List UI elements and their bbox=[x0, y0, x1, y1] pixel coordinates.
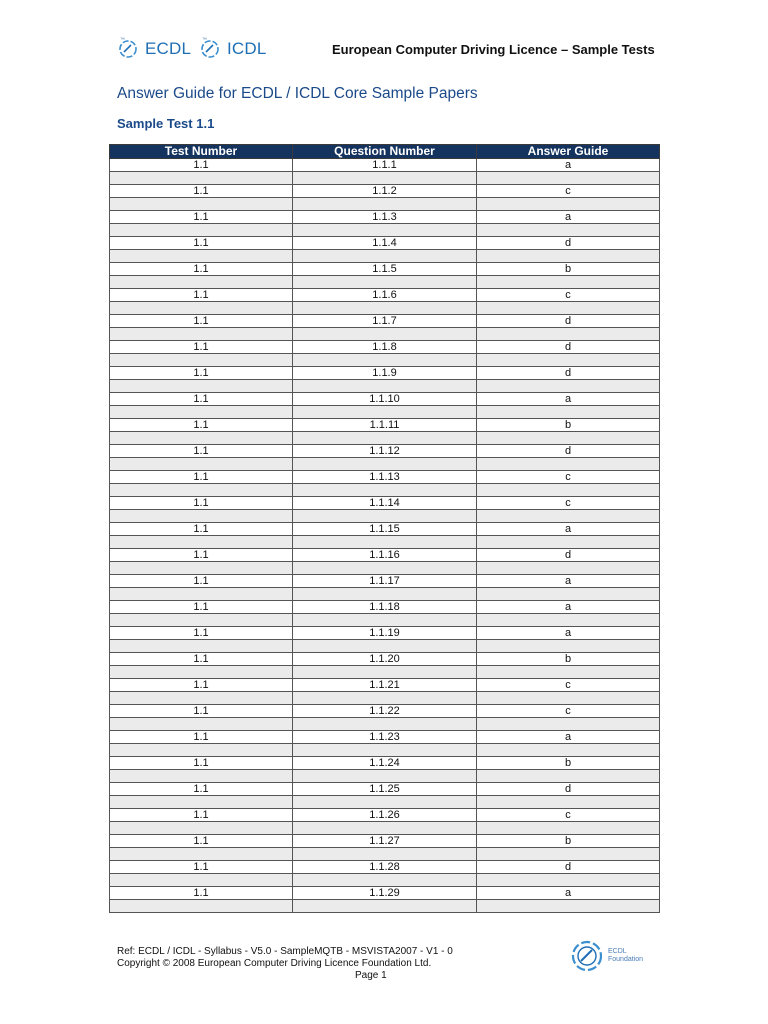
table-spacer-row bbox=[110, 172, 660, 185]
spacer-cell bbox=[477, 172, 660, 185]
spacer-cell bbox=[110, 536, 293, 549]
spacer-cell bbox=[293, 744, 477, 757]
table-row bbox=[110, 159, 660, 172]
test-number-cell: 1.1 bbox=[110, 679, 293, 692]
question-number-cell: 1.1.18 bbox=[293, 601, 477, 614]
spacer-cell bbox=[293, 770, 477, 783]
question-number-cell: 1.1.4 bbox=[293, 237, 477, 250]
test-number-cell: 1.1 bbox=[110, 341, 293, 354]
test-number-cell: 1.1 bbox=[110, 757, 293, 770]
spacer-cell bbox=[110, 380, 293, 393]
spacer-cell bbox=[293, 432, 477, 445]
spacer-cell bbox=[110, 198, 293, 211]
question-number-cell: 1.1.13 bbox=[293, 471, 477, 484]
table-row bbox=[110, 471, 660, 484]
spacer-cell bbox=[293, 692, 477, 705]
answer-cell: d bbox=[477, 549, 660, 562]
spacer-cell bbox=[293, 354, 477, 367]
table-spacer-row bbox=[110, 848, 660, 861]
table-row bbox=[110, 809, 660, 822]
spacer-cell bbox=[477, 198, 660, 211]
table-row bbox=[110, 705, 660, 718]
spacer-cell bbox=[110, 432, 293, 445]
spacer-cell bbox=[293, 328, 477, 341]
answer-cell: a bbox=[477, 887, 660, 900]
spacer-cell bbox=[293, 458, 477, 471]
spacer-cell bbox=[110, 640, 293, 653]
table-row bbox=[110, 341, 660, 354]
table-row bbox=[110, 575, 660, 588]
spacer-cell bbox=[477, 276, 660, 289]
spacer-cell bbox=[477, 432, 660, 445]
ecdl-logo-text: ECDL bbox=[145, 39, 192, 58]
spacer-cell bbox=[293, 302, 477, 315]
spacer-cell bbox=[477, 328, 660, 341]
table-row bbox=[110, 601, 660, 614]
footer-copyright: Copyright © 2008 European Computer Driving Licence Foundation Ltd. bbox=[117, 958, 432, 969]
answer-cell: c bbox=[477, 289, 660, 302]
page-footer bbox=[117, 946, 453, 981]
question-number-cell: 1.1.1 bbox=[293, 159, 477, 172]
table-row bbox=[110, 679, 660, 692]
spacer-cell bbox=[110, 354, 293, 367]
spacer-cell bbox=[293, 640, 477, 653]
table-spacer-row bbox=[110, 354, 660, 367]
spacer-cell bbox=[293, 614, 477, 627]
question-number-cell: 1.1.27 bbox=[293, 835, 477, 848]
answer-cell: c bbox=[477, 705, 660, 718]
question-number-cell: 1.1.20 bbox=[293, 653, 477, 666]
table-spacer-row bbox=[110, 406, 660, 419]
spacer-cell bbox=[110, 484, 293, 497]
spacer-cell bbox=[477, 640, 660, 653]
answer-cell: b bbox=[477, 653, 660, 666]
answer-cell: d bbox=[477, 445, 660, 458]
table-row bbox=[110, 419, 660, 432]
spacer-cell bbox=[477, 536, 660, 549]
spacer-cell bbox=[110, 692, 293, 705]
question-number-cell: 1.1.6 bbox=[293, 289, 477, 302]
table-spacer-row bbox=[110, 640, 660, 653]
table-row bbox=[110, 289, 660, 302]
question-number-cell: 1.1.11 bbox=[293, 419, 477, 432]
question-number-cell: 1.1.16 bbox=[293, 549, 477, 562]
table-header-row bbox=[110, 145, 660, 159]
spacer-cell bbox=[477, 796, 660, 809]
table-row bbox=[110, 653, 660, 666]
table-row bbox=[110, 627, 660, 640]
test-number-cell: 1.1 bbox=[110, 861, 293, 874]
table-spacer-row bbox=[110, 588, 660, 601]
spacer-cell bbox=[110, 302, 293, 315]
trademark-mark: ™ bbox=[120, 37, 125, 43]
spacer-cell bbox=[110, 172, 293, 185]
spacer-cell bbox=[293, 796, 477, 809]
ecdl-foundation-logo-icon bbox=[570, 939, 604, 973]
question-number-cell: 1.1.23 bbox=[293, 731, 477, 744]
table-row bbox=[110, 367, 660, 380]
table-row bbox=[110, 185, 660, 198]
test-number-cell: 1.1 bbox=[110, 705, 293, 718]
page-number: Page 1 bbox=[355, 970, 387, 981]
spacer-cell bbox=[110, 276, 293, 289]
spacer-cell bbox=[110, 822, 293, 835]
table-row bbox=[110, 237, 660, 250]
icdl-logo-text: ICDL bbox=[227, 39, 267, 58]
spacer-cell bbox=[293, 822, 477, 835]
spacer-cell bbox=[293, 510, 477, 523]
spacer-cell bbox=[477, 822, 660, 835]
answer-cell: b bbox=[477, 757, 660, 770]
table-spacer-row bbox=[110, 380, 660, 393]
column-header-question-number: Question Number bbox=[293, 145, 477, 159]
answer-cell: a bbox=[477, 159, 660, 172]
spacer-cell bbox=[477, 770, 660, 783]
answer-cell: a bbox=[477, 627, 660, 640]
spacer-cell bbox=[110, 510, 293, 523]
table-spacer-row bbox=[110, 302, 660, 315]
spacer-cell bbox=[477, 744, 660, 757]
spacer-cell bbox=[293, 276, 477, 289]
spacer-cell bbox=[110, 562, 293, 575]
answer-cell: a bbox=[477, 731, 660, 744]
spacer-cell bbox=[293, 172, 477, 185]
answer-cell: c bbox=[477, 471, 660, 484]
spacer-cell bbox=[293, 666, 477, 679]
spacer-cell bbox=[477, 614, 660, 627]
spacer-cell bbox=[293, 484, 477, 497]
spacer-cell bbox=[293, 900, 477, 913]
table-row bbox=[110, 887, 660, 900]
test-number-cell: 1.1 bbox=[110, 211, 293, 224]
spacer-cell bbox=[477, 302, 660, 315]
spacer-cell bbox=[477, 588, 660, 601]
answer-cell: d bbox=[477, 783, 660, 796]
test-number-cell: 1.1 bbox=[110, 393, 293, 406]
answer-cell: d bbox=[477, 315, 660, 328]
spacer-cell bbox=[110, 250, 293, 263]
table-row bbox=[110, 263, 660, 276]
spacer-cell bbox=[477, 458, 660, 471]
test-number-cell: 1.1 bbox=[110, 497, 293, 510]
table-row bbox=[110, 861, 660, 874]
table-row bbox=[110, 549, 660, 562]
table-spacer-row bbox=[110, 770, 660, 783]
spacer-cell bbox=[293, 562, 477, 575]
spacer-cell bbox=[477, 224, 660, 237]
question-number-cell: 1.1.26 bbox=[293, 809, 477, 822]
foundation-logo-line2: Foundation bbox=[608, 956, 644, 963]
test-number-cell: 1.1 bbox=[110, 237, 293, 250]
spacer-cell bbox=[293, 198, 477, 211]
page-header bbox=[0, 0, 768, 75]
answer-cell: b bbox=[477, 263, 660, 276]
table-spacer-row bbox=[110, 614, 660, 627]
spacer-cell bbox=[110, 848, 293, 861]
test-number-cell: 1.1 bbox=[110, 367, 293, 380]
answer-cell: d bbox=[477, 367, 660, 380]
foundation-logo-line1: ECDL bbox=[608, 948, 627, 955]
question-number-cell: 1.1.9 bbox=[293, 367, 477, 380]
test-number-cell: 1.1 bbox=[110, 185, 293, 198]
table-spacer-row bbox=[110, 276, 660, 289]
spacer-cell bbox=[293, 250, 477, 263]
ecdl-logo bbox=[114, 36, 191, 62]
spacer-cell bbox=[293, 848, 477, 861]
spacer-cell bbox=[477, 562, 660, 575]
answer-cell: c bbox=[477, 679, 660, 692]
table-row bbox=[110, 757, 660, 770]
spacer-cell bbox=[110, 406, 293, 419]
table-row bbox=[110, 315, 660, 328]
spacer-cell bbox=[293, 380, 477, 393]
table-spacer-row bbox=[110, 692, 660, 705]
spacer-cell bbox=[477, 380, 660, 393]
test-number-cell: 1.1 bbox=[110, 263, 293, 276]
icdl-logo bbox=[196, 36, 267, 62]
table-row bbox=[110, 731, 660, 744]
question-number-cell: 1.1.29 bbox=[293, 887, 477, 900]
column-header-test-number: Test Number bbox=[110, 145, 293, 159]
document-title: Answer Guide for ECDL / ICDL Core Sample Papers bbox=[117, 85, 478, 102]
spacer-cell bbox=[477, 692, 660, 705]
question-number-cell: 1.1.7 bbox=[293, 315, 477, 328]
test-number-cell: 1.1 bbox=[110, 575, 293, 588]
test-number-cell: 1.1 bbox=[110, 445, 293, 458]
test-number-cell: 1.1 bbox=[110, 887, 293, 900]
trademark-mark: ™ bbox=[202, 37, 207, 43]
test-number-cell: 1.1 bbox=[110, 315, 293, 328]
answer-cell: b bbox=[477, 835, 660, 848]
question-number-cell: 1.1.24 bbox=[293, 757, 477, 770]
spacer-cell bbox=[293, 224, 477, 237]
spacer-cell bbox=[110, 770, 293, 783]
question-number-cell: 1.1.17 bbox=[293, 575, 477, 588]
header-title: European Computer Driving Licence – Sample Tests bbox=[332, 42, 655, 57]
answer-cell: c bbox=[477, 497, 660, 510]
spacer-cell bbox=[110, 614, 293, 627]
answer-cell: a bbox=[477, 601, 660, 614]
spacer-cell bbox=[110, 328, 293, 341]
answer-cell: d bbox=[477, 341, 660, 354]
answer-cell: a bbox=[477, 523, 660, 536]
table-spacer-row bbox=[110, 718, 660, 731]
spacer-cell bbox=[477, 510, 660, 523]
spacer-cell bbox=[110, 588, 293, 601]
answer-cell: c bbox=[477, 809, 660, 822]
table-row bbox=[110, 835, 660, 848]
question-number-cell: 1.1.15 bbox=[293, 523, 477, 536]
spacer-cell bbox=[477, 484, 660, 497]
table-row bbox=[110, 783, 660, 796]
test-number-cell: 1.1 bbox=[110, 419, 293, 432]
test-number-cell: 1.1 bbox=[110, 835, 293, 848]
spacer-cell bbox=[110, 796, 293, 809]
table-spacer-row bbox=[110, 510, 660, 523]
table-row bbox=[110, 445, 660, 458]
spacer-cell bbox=[293, 406, 477, 419]
table-row bbox=[110, 523, 660, 536]
answer-cell: a bbox=[477, 575, 660, 588]
table-spacer-row bbox=[110, 900, 660, 913]
table-spacer-row bbox=[110, 328, 660, 341]
spacer-cell bbox=[110, 666, 293, 679]
question-number-cell: 1.1.12 bbox=[293, 445, 477, 458]
table-spacer-row bbox=[110, 666, 660, 679]
spacer-cell bbox=[110, 744, 293, 757]
spacer-cell bbox=[477, 666, 660, 679]
question-number-cell: 1.1.28 bbox=[293, 861, 477, 874]
table-spacer-row bbox=[110, 432, 660, 445]
question-number-cell: 1.1.21 bbox=[293, 679, 477, 692]
spacer-cell bbox=[477, 848, 660, 861]
section-title: Sample Test 1.1 bbox=[117, 116, 215, 131]
question-number-cell: 1.1.19 bbox=[293, 627, 477, 640]
answer-cell: b bbox=[477, 419, 660, 432]
answer-guide-table bbox=[109, 144, 660, 913]
test-number-cell: 1.1 bbox=[110, 159, 293, 172]
table-spacer-row bbox=[110, 744, 660, 757]
answer-cell: a bbox=[477, 211, 660, 224]
answer-cell: a bbox=[477, 393, 660, 406]
spacer-cell bbox=[293, 536, 477, 549]
test-number-cell: 1.1 bbox=[110, 471, 293, 484]
table-spacer-row bbox=[110, 562, 660, 575]
spacer-cell bbox=[477, 900, 660, 913]
table-body bbox=[110, 159, 660, 913]
question-number-cell: 1.1.25 bbox=[293, 783, 477, 796]
table-row bbox=[110, 211, 660, 224]
question-number-cell: 1.1.5 bbox=[293, 263, 477, 276]
spacer-cell bbox=[293, 718, 477, 731]
spacer-cell bbox=[110, 718, 293, 731]
table-row bbox=[110, 393, 660, 406]
question-number-cell: 1.1.10 bbox=[293, 393, 477, 406]
question-number-cell: 1.1.3 bbox=[293, 211, 477, 224]
ecdl-foundation-logo bbox=[570, 938, 670, 974]
spacer-cell bbox=[110, 458, 293, 471]
table-spacer-row bbox=[110, 536, 660, 549]
question-number-cell: 1.1.2 bbox=[293, 185, 477, 198]
question-number-cell: 1.1.14 bbox=[293, 497, 477, 510]
table-spacer-row bbox=[110, 224, 660, 237]
table-spacer-row bbox=[110, 822, 660, 835]
spacer-cell bbox=[477, 354, 660, 367]
question-number-cell: 1.1.8 bbox=[293, 341, 477, 354]
spacer-cell bbox=[110, 224, 293, 237]
test-number-cell: 1.1 bbox=[110, 653, 293, 666]
table-spacer-row bbox=[110, 874, 660, 887]
spacer-cell bbox=[477, 406, 660, 419]
spacer-cell bbox=[477, 718, 660, 731]
test-number-cell: 1.1 bbox=[110, 523, 293, 536]
answer-cell: d bbox=[477, 861, 660, 874]
test-number-cell: 1.1 bbox=[110, 549, 293, 562]
table-spacer-row bbox=[110, 198, 660, 211]
footer-reference: Ref: ECDL / ICDL - Syllabus - V5.0 - SampleMQTB - MSVISTA2007 - V1 - 0 bbox=[117, 946, 453, 957]
test-number-cell: 1.1 bbox=[110, 601, 293, 614]
spacer-cell bbox=[110, 874, 293, 887]
answer-cell: d bbox=[477, 237, 660, 250]
spacer-cell bbox=[293, 588, 477, 601]
spacer-cell bbox=[293, 874, 477, 887]
question-number-cell: 1.1.22 bbox=[293, 705, 477, 718]
table-spacer-row bbox=[110, 458, 660, 471]
column-header-answer-guide: Answer Guide bbox=[477, 145, 660, 159]
table-spacer-row bbox=[110, 250, 660, 263]
test-number-cell: 1.1 bbox=[110, 809, 293, 822]
table-row bbox=[110, 497, 660, 510]
test-number-cell: 1.1 bbox=[110, 731, 293, 744]
table-spacer-row bbox=[110, 796, 660, 809]
spacer-cell bbox=[110, 900, 293, 913]
test-number-cell: 1.1 bbox=[110, 289, 293, 302]
answer-cell: c bbox=[477, 185, 660, 198]
spacer-cell bbox=[477, 874, 660, 887]
test-number-cell: 1.1 bbox=[110, 627, 293, 640]
table-spacer-row bbox=[110, 484, 660, 497]
test-number-cell: 1.1 bbox=[110, 783, 293, 796]
spacer-cell bbox=[477, 250, 660, 263]
